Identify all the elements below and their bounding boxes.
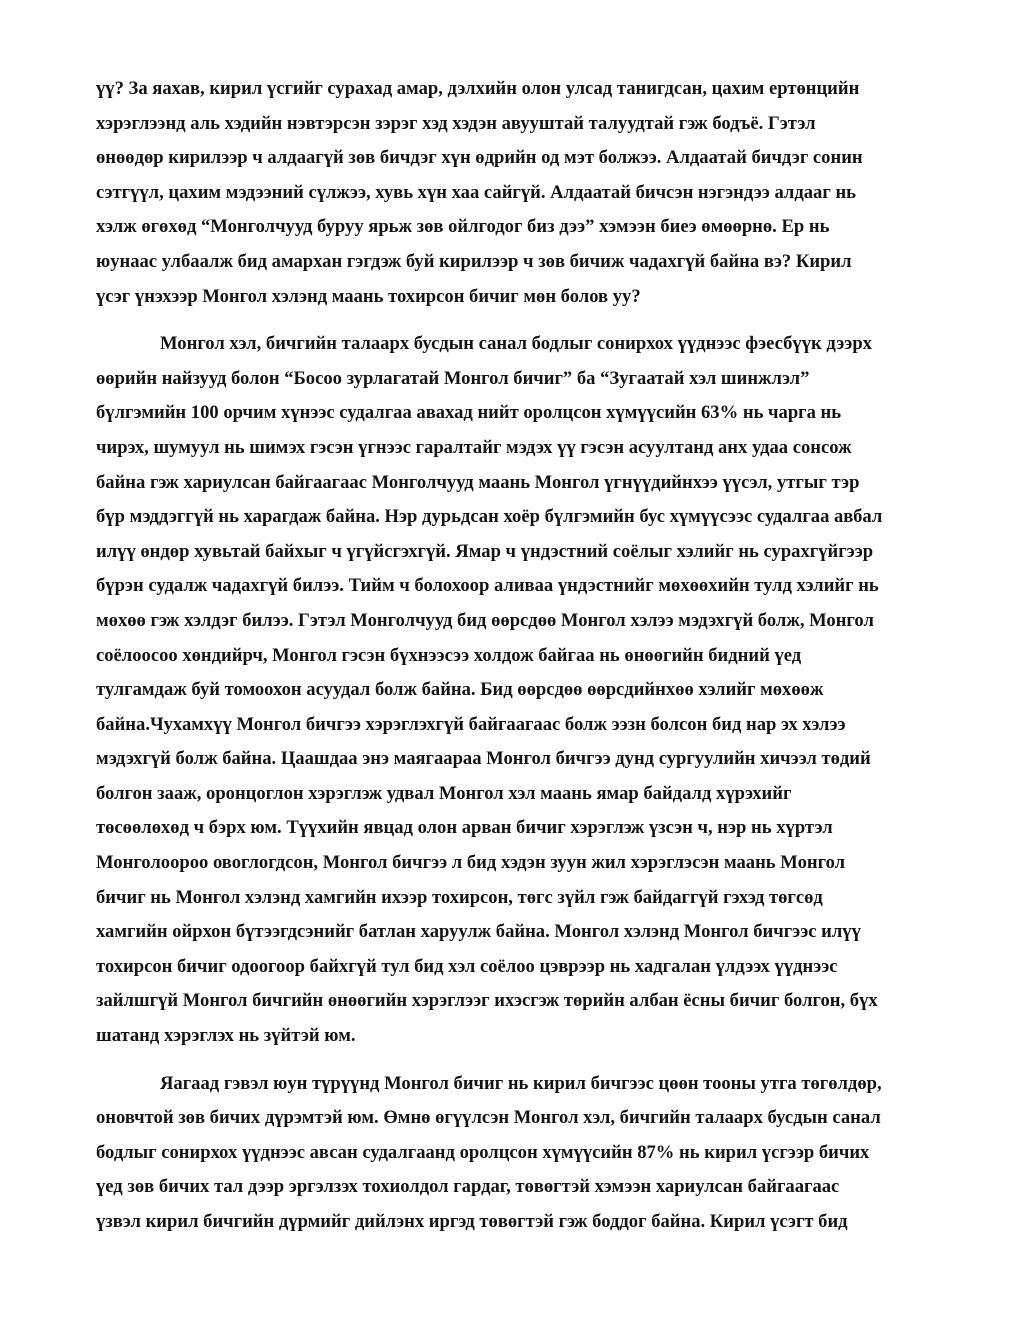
text-line: Монголоороо овоглогдсон, Монгол бичгээ л бид хэдэн зуун жил хэрэглэсэн маань Монгол <box>96 852 846 874</box>
text-line: хэрэглээнд аль хэдийн нэвтэрсэн зэрэг хэд хэдэн авууштай талуудтай гэж бодъё. Гэтэл <box>96 112 816 134</box>
text-line: шатанд хэрэглэх нь зүйтэй юм. <box>96 1025 356 1047</box>
text-line: оновчтой зөв бичих дүрэмтэй юм. Өмнө өгүүлсэн Монгол хэл, бичгийн талаарх бусдын санал <box>96 1107 881 1129</box>
text-line: мэдэхгүй болж байна. Цаашдаа энэ маягаараа Монгол бичгээ дунд сургуулийн хичээл төдий <box>96 748 871 770</box>
text-line: өнөөдөр кирилээр ч алдаагүй зөв бичдэг хүн өдрийн од мэт болжээ. Алдаатай бичдэг сонин <box>96 147 863 169</box>
text-line: чирэх, шумуул нь шимэх гэсэн үгнээс гаралтайг мэдэх үү гэсэн асуултанд анх удаа сонсож <box>96 436 852 458</box>
text-line: тохирсон бичиг одоогоор байхгүй тул бид хэл соёлоо цэврээр нь хадгалан үлдээх үүднээс <box>96 955 838 977</box>
text-line: бүрэн судалж чадахгүй билээ. Тийм ч болохоор аливаа үндэстнийг мөхөөхийн тулд хэлийг нь <box>96 575 879 597</box>
text-line: хамгийн ойрхон бүтээгдсэнийг батлан харуулж байна. Монгол хэлэнд Монгол бичгээс илүү <box>96 921 861 943</box>
text-line: мөхөө гэж хэлдэг билээ. Гэтэл Монголчууд бид өөрсдөө Монгол хэлээ мэдэхгүй болж, Монгол <box>96 609 874 631</box>
text-line: бүлгэмийн 100 орчим хүнээс судалгаа авахад нийт оролцсон хүмүүсийн 63% нь чарга нь <box>96 402 842 424</box>
document-page <box>96 72 966 1240</box>
text-line: төсөөлөхөд ч бэрх юм. Түүхийн явцад олон арван бичиг хэрэглэж үзсэн ч, нэр нь хүртэл <box>96 817 833 839</box>
text-line: зайлшгүй Монгол бичгийн өнөөгийн хэрэглээг ихэсгэж төрийн албан ёсны бичиг болгон, бүх <box>96 990 878 1012</box>
text-line: үед зөв бичих тал дээр эргэлзэх тохиолдол гардаг, төвөгтэй хэмээн хариулсан байгаагаас <box>96 1176 840 1198</box>
text-line: үзвэл кирил бичгийн дүрмийг дийлэнх иргэд төвөгтэй гэж боддог байна. Кирил үсэгт бид <box>96 1211 848 1232</box>
text-line: бичиг нь Монгол хэлэнд хамгийн ихээр тохирсон, төгс зүйл гэж байдаггүй гэхэд төгсөд <box>96 886 823 908</box>
paragraph-1 <box>96 72 966 314</box>
text-line: өөрийн найзууд болон “Босоо зурлагатай Монгол бичиг” ба “Зугаатай хэл шинжлэл” <box>96 367 810 389</box>
text-line: хэлж өгөхөд “Монголчууд буруу ярьж зөв ойлгодог биз дээ” хэмээн биеэ өмөөрнө. Ер нь <box>96 216 830 238</box>
text-line: бүр мэддэггүй нь харагдаж байна. Нэр дурьдсан хоёр бүлгэмийн бус хүмүүсээс судалгаа авбал <box>96 506 883 528</box>
text-line: байна.Чухамхүү Монгол бичгээ хэрэглэхгүй байгаагаас болж ээзн болсон бид нар эх хэлээ <box>96 713 846 735</box>
text-line: болгон зааж, оронцоглон хэрэглэж удвал Монгол хэл маань ямар байдалд хүрэхийг <box>96 782 792 804</box>
text-line: үсэг үнэхээр Монгол хэлэнд маань тохирсон бичиг мөн болов уу? <box>96 285 641 307</box>
text-line: илүү өндөр хувьтай байхыг ч үгүйсгэхгүй. Ямар ч үндэстний соёлыг хэлийг нь сурахгүйгээр <box>96 540 874 562</box>
text-line: Яагаад гэвэл юун түрүүнд Монгол бичиг нь кирил бичгээс цөөн тооны утга төгөлдөр, <box>160 1072 882 1094</box>
text-line: тулгамдаж буй томоохон асуудал болж байна. Бид өөрсдөө өөрсдийнхөө хэлийг мөхөөж <box>96 679 824 701</box>
text-line: соёлоосоо хөндийрч, Монгол гэсэн бүхнээсээ холдож байгаа нь өнөөгийн бидний үед <box>96 644 802 666</box>
text-line: юунаас улбаалж бид амархан гэгдэж буй кирилээр ч зөв бичиж чадахгүй байна вэ? Кирил <box>96 250 852 272</box>
text-line: сэтгүүл, цахим мэдээний сүлжээ, хувь хүн хаа сайгүй. Алдаатай бичсэн нэгэндээ алдааг нь <box>96 181 856 203</box>
paragraph-3 <box>96 1067 966 1240</box>
text-line: Монгол хэл, бичгийн талаарх бусдын санал бодлыг сонирхох үүднээс фэесбүүк дээрх <box>160 333 872 355</box>
paragraph-2 <box>96 327 966 1053</box>
text-line: бодлыг сонирхох үүднээс авсан судалгаанд оролцсон хүмүүсийн 87% нь кирил үсгээр бичих <box>96 1141 870 1163</box>
text-line: байна гэж хариулсан байгаагаас Монголчууд маань Монгол үгнүүдийнхээ үүсэл, утгыг тэр <box>96 471 860 493</box>
text-line: үү? За яахав, кирил үсгийг сурахад амар, дэлхийн олон улсад танигдсан, цахим ертөнцийн <box>96 78 860 99</box>
